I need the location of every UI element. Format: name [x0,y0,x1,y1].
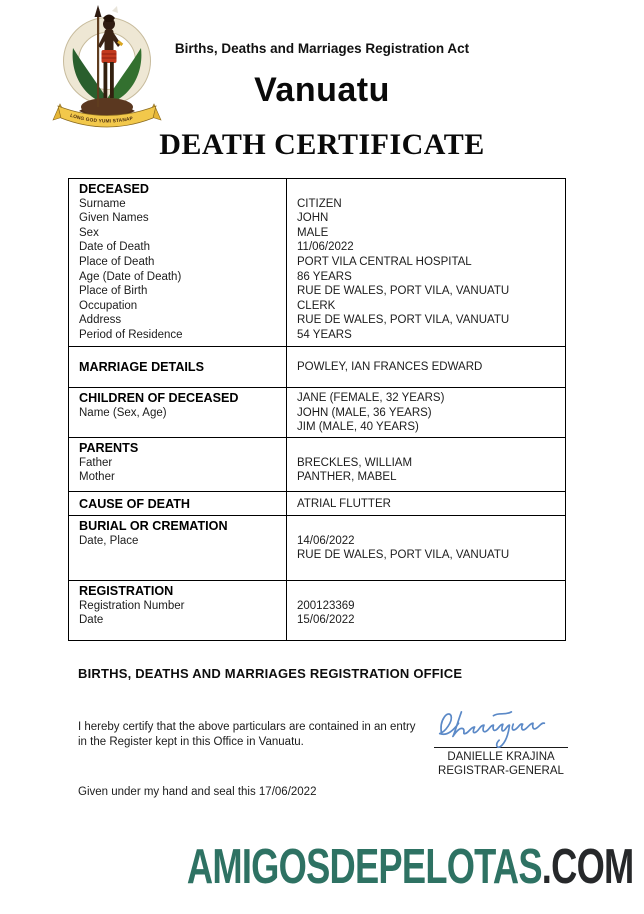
field-value: 86 YEARS [297,270,352,283]
section-registration [69,580,565,640]
section-header: REGISTRATION [79,584,174,599]
field-value: BRECKLES, WILLIAM [297,456,413,469]
section-header: CHILDREN OF DECEASED [79,391,239,406]
field-label: Age (Date of Death) [79,270,182,283]
section-deceased [69,179,565,346]
field-value [297,182,557,197]
field-label [79,548,278,563]
vanuatu-coat-of-arms-icon [46,4,168,130]
field-value: 11/06/2022 [297,241,354,254]
field-value: JANE (FEMALE, 32 YEARS) [297,392,445,405]
field-value: 15/06/2022 [297,614,355,627]
section-children-labels [69,388,287,437]
section-deceased-labels [69,179,287,346]
field-value: 200123369 [297,599,355,612]
section-marriage-values [287,347,565,388]
field-value: ATRIAL FLUTTER [297,497,391,510]
field-value: POWLEY, IAN FRANCES EDWARD [297,360,483,373]
certify-line-2: in the Register kept in this Office in Vanuatu. [78,735,304,748]
section-parents-labels [69,438,287,491]
field-label [79,420,278,435]
field-value: RUE DE WALES, PORT VILA, VANUATU [297,314,510,327]
section-registration-values [287,581,565,640]
field-label: Name (Sex, Age) [79,406,167,419]
watermark-tld: .COM [542,840,634,894]
section-header: DECEASED [79,182,149,196]
certify-line-1: I hereby certify that the above particulars are contained in an entry [78,721,416,733]
field-value [297,441,557,456]
field-value: MALE [297,226,329,239]
field-label: Date, Place [79,534,139,547]
field-value: PORT VILA CENTRAL HOSPITAL [297,255,472,268]
field-label: Registration Number [79,599,185,612]
field-value: JIM (MALE, 40 YEARS) [297,421,419,434]
certify-statement [78,720,438,749]
section-parents [69,437,565,491]
section-children-values [287,388,565,437]
field-value: PANTHER, MABEL [297,471,397,484]
registrar-name: DANIELLE KRAJINA [447,751,555,763]
field-label: Address [79,314,122,327]
field-value: CLERK [297,299,336,312]
section-burial [69,515,565,580]
field-value: RUE DE WALES, PORT VILA, VANUATU [297,285,510,298]
field-value: RUE DE WALES, PORT VILA, VANUATU [297,549,510,562]
section-parents-values [287,438,565,491]
field-value: JOHN [297,212,329,225]
section-header: CAUSE OF DEATH [79,496,191,511]
section-cause-labels [69,492,287,516]
field-value [297,584,557,599]
section-burial-labels [69,516,287,580]
country-title: Vanuatu [254,71,390,109]
field-label: Date of Death [79,241,150,254]
field-value: 14/06/2022 [297,534,355,547]
section-header: MARRIAGE DETAILS [79,359,205,374]
signature-block [432,704,570,778]
section-children [69,387,565,437]
section-header: PARENTS [79,440,139,455]
watermark-main: AMIGOSDEPELOTAS [187,840,543,894]
field-label: Date [79,614,104,627]
field-value [297,519,557,534]
field-label: Place of Death [79,255,155,268]
office-heading: BIRTHS, DEATHS AND MARRIAGES REGISTRATION OFFICE [78,666,463,681]
field-label: Surname [79,197,126,210]
section-burial-values [287,516,565,580]
field-value: JOHN (MALE, 36 YEARS) [297,406,432,419]
section-header: BURIAL OR CREMATION [79,519,228,534]
watermark [187,841,634,893]
field-label: Period of Residence [79,328,183,341]
field-label: Given Names [79,212,149,225]
section-marriage [69,346,565,388]
section-registration-labels [69,581,287,640]
section-marriage-labels [69,347,287,388]
field-label: Mother [79,471,115,484]
field-value: 54 YEARS [297,328,352,341]
registrar-signature [435,704,567,750]
field-label: Father [79,456,113,469]
certificate-title: DEATH CERTIFICATE [159,128,485,161]
registrar-title: REGISTRAR-GENERAL [438,764,564,777]
field-label: Place of Birth [79,285,148,298]
certificate-table [68,178,566,641]
seal-statement: Given under my hand and seal this 17/06/2022 [78,786,317,798]
act-title: Births, Deaths and Marriages Registration Act [174,41,470,56]
field-label: Occupation [79,299,138,312]
field-value: CITIZEN [297,197,342,210]
crest-motto: LONG GOD YUMI STANAP [69,113,134,125]
section-deceased-values [287,179,565,346]
section-cause-values [287,492,565,516]
section-cause [69,491,565,516]
field-label: Sex [79,226,99,239]
